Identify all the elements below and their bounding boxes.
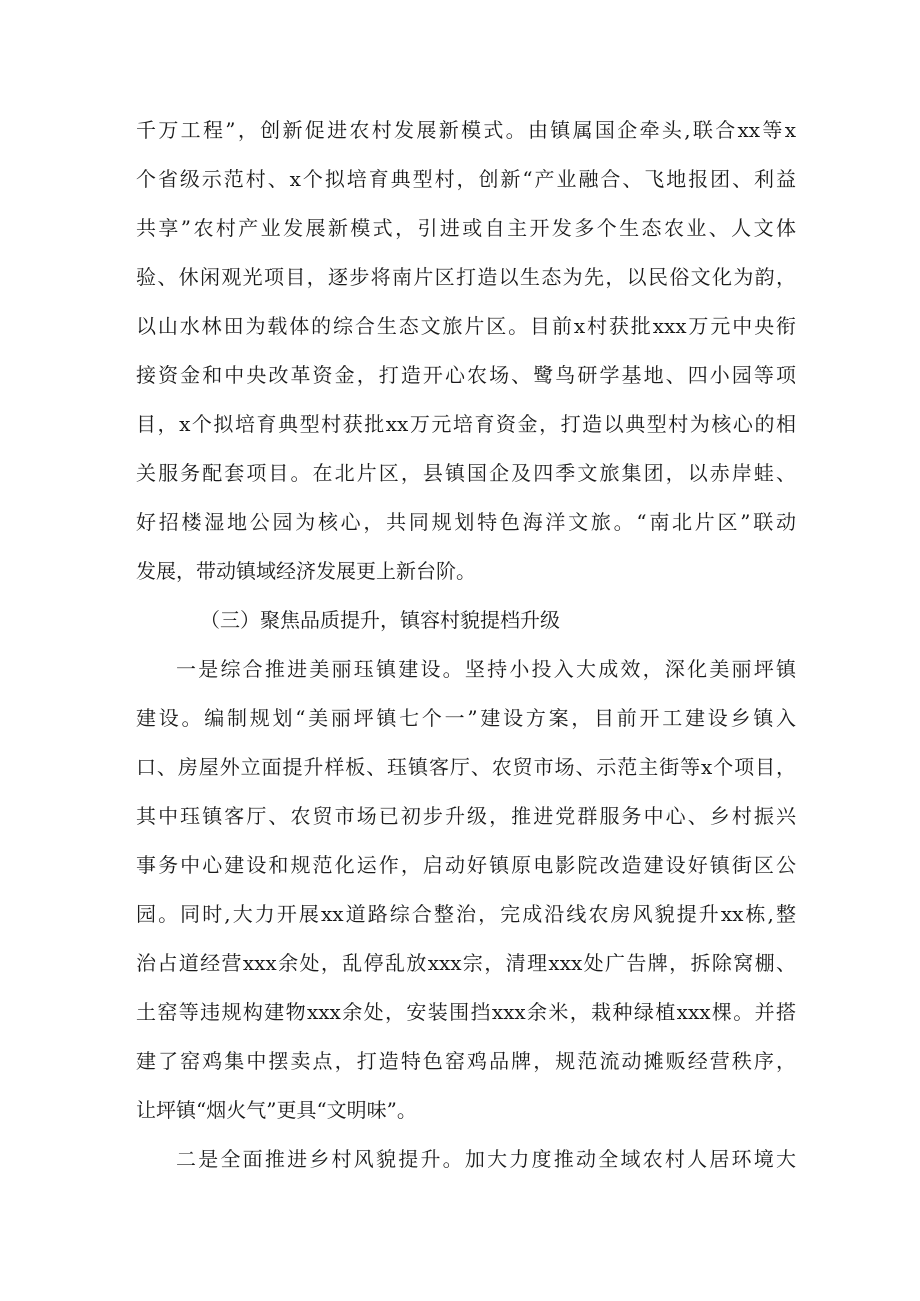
text-line: 共享”农村产业发展新模式，引进或自主开发多个生态农业、人文体 <box>136 216 796 240</box>
text-line: 个省级示范村、x个拟培育典型村，创新“产业融合、飞地报团、利益 <box>136 167 796 191</box>
text-line: 其中珏镇客厅、农贸市场已初步升级，推进党群服务中心、乡村振兴 <box>136 804 796 828</box>
text-line: 事务中心建设和规范化运作，启动好镇原电影院改造建设好镇街区公 <box>136 853 796 877</box>
text-line: 千万工程”，创新促进农村发展新模式。由镇属国企牵头,联合xx等x <box>136 118 796 142</box>
text-line: 好招楼湿地公园为核心，共同规划特色海洋文旅。“南北片区”联动 <box>136 510 796 534</box>
text-line: 建了窑鸡集中摆卖点，打造特色窑鸡品牌，规范流动摊贩经营秩序， <box>136 1049 796 1073</box>
text-line: 让坪镇“烟火气”更具“文明味”。 <box>136 1098 417 1122</box>
text-line: 验、休闲观光项目，逐步将南片区打造以生态为先，以民俗文化为韵， <box>136 265 796 289</box>
text-line: 园。同时,大力开展xx道路综合整治，完成沿线农房风貌提升xx栋,整 <box>136 902 796 926</box>
text-line: 接资金和中央改革资金，打造开心农场、鹭鸟研学基地、四小园等项 <box>136 363 796 387</box>
text-line: 二是全面推进乡村风貌提升。加大力度推动全域农村人居环境大 <box>176 1147 796 1171</box>
text-line: 一是综合推进美丽珏镇建设。坚持小投入大成效，深化美丽坪镇 <box>176 657 796 681</box>
text-line: 发展，带动镇域经济发展更上新台阶。 <box>136 559 476 583</box>
text-line: 建设。编制规划“美丽坪镇七个一”建设方案，目前开工建设乡镇入 <box>136 706 796 730</box>
text-line: 治占道经营xxx余处，乱停乱放xxx宗，清理xxx处广告牌，拆除窝棚、 <box>136 951 796 975</box>
section-heading: （三）聚焦品质提升，镇容村貌提档升级 <box>200 608 560 632</box>
text-line: 目，x个拟培育典型村获批xx万元培育资金，打造以典型村为核心的相 <box>136 412 796 436</box>
text-line: 口、房屋外立面提升样板、珏镇客厅、农贸市场、示范主街等x个项目， <box>136 755 796 779</box>
text-line: 关服务配套项目。在北片区，县镇国企及四季文旅集团，以赤岸蛙、 <box>136 461 796 485</box>
text-line: 以山水林田为载体的综合生态文旅片区。目前x村获批xxx万元中央衔 <box>136 314 796 338</box>
text-line: 土窑等违规构建物xxx余处，安装围挡xxx余米，栽种绿植xxx棵。并搭 <box>136 1000 796 1024</box>
